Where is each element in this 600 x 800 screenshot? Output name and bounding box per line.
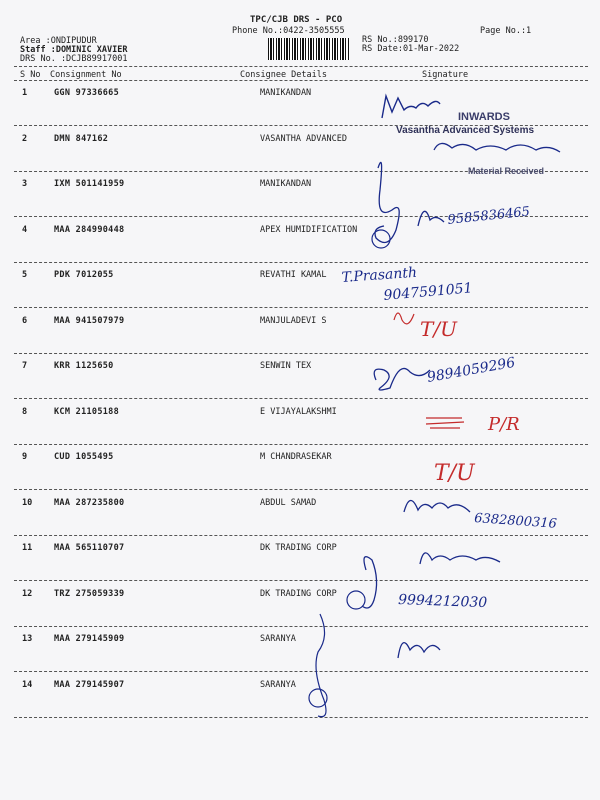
row-consignee: REVATHI KAMAL	[260, 270, 327, 280]
row-consignment-no: MAA 284990448	[54, 224, 125, 235]
row-consignee: MANIKANDAN	[260, 179, 312, 189]
signature-row13-b	[316, 614, 326, 717]
signature-row14-circle	[309, 689, 327, 707]
row-sno: 8	[22, 406, 28, 417]
row-consignee: APEX HUMIDIFICATION	[260, 224, 358, 235]
row-consignment-no: PDK 7012055	[54, 270, 114, 280]
handwritten-phone-row7: 9894059296	[425, 354, 517, 386]
signature-row2	[434, 143, 560, 152]
row-sno: 5	[22, 270, 28, 280]
signature-row12-circle	[347, 591, 365, 609]
row-consignee: ABDUL SAMAD	[260, 497, 317, 508]
page-number: Page No.:1	[480, 26, 532, 36]
signature-row10	[404, 500, 470, 512]
row-consignee: MANIKANDAN	[260, 88, 312, 98]
handwritten-phone-row12: 9994212030	[397, 592, 488, 612]
row-sno: 10	[22, 497, 33, 508]
row-consignment-no: CUD 1055495	[54, 452, 114, 462]
row-consignment-no: MAA 565110707	[54, 543, 125, 553]
row-consignee: DK TRADING CORP	[260, 543, 337, 553]
row-sno: 4	[22, 224, 28, 235]
row-consignee: M CHANDRASEKAR	[260, 452, 332, 462]
row-consignment-no: MAA 279145909	[54, 634, 125, 644]
row-consignment-no: MAA 287235800	[54, 497, 125, 508]
row-consignment-no: KRR 1125650	[54, 361, 114, 371]
row-sno: 12	[22, 588, 33, 599]
row-consignee: SARANYA	[260, 679, 296, 690]
row-sno: 11	[22, 543, 33, 553]
drs-number: DRS No. :DCJB89917001	[20, 54, 128, 64]
handwritten-phone-row4: 9585836465	[446, 204, 531, 228]
handwritten-pr-row8: P/R	[488, 414, 520, 435]
staff-label: Staff :DOMINIC XAVIER	[20, 45, 128, 55]
stamp-material: Material Received	[468, 166, 545, 176]
row-consignment-no: MAA 279145907	[54, 679, 125, 690]
row-consignment-no: TRZ 275059339	[54, 588, 125, 599]
signature-row4-circle	[372, 230, 390, 248]
report-title: TPC/CJB DRS - PCO	[250, 15, 343, 25]
phone-number: Phone No.:0422-3505555	[232, 26, 345, 36]
signature-row7	[374, 368, 430, 390]
row-consignment-no: DMN 847162	[54, 133, 109, 144]
signature-row1	[382, 96, 440, 118]
row-consignee: SENWIN TEX	[260, 361, 312, 371]
col-header-consignee: Consignee Details	[240, 70, 327, 80]
stamp-company: Vasantha Advanced Systems	[396, 125, 535, 136]
rs-date: RS Date:01-Mar-2022	[362, 44, 460, 54]
row-sno: 14	[22, 679, 33, 690]
row-sno: 9	[22, 452, 28, 462]
row-consignment-no: KCM 21105188	[54, 406, 120, 417]
stamp-inwards: INWARDS	[458, 111, 510, 123]
row-consignee: E VIJAYALAKSHMI	[260, 406, 337, 417]
col-header-sno: S No	[20, 70, 41, 80]
row-consignment-no: GGN 97336665	[54, 88, 120, 98]
signature-row13	[398, 643, 440, 658]
row-consignee: MANJULADEVI S	[260, 315, 327, 326]
row-sno: 13	[22, 634, 33, 644]
col-header-consignment: Consignment No	[50, 70, 122, 80]
row-sno: 1	[22, 88, 28, 98]
row-consignment-no: IXM 501141959	[54, 179, 125, 189]
area-label: Area :ONDIPUDUR	[20, 36, 97, 46]
handwritten-tu-row6: T/U	[420, 317, 457, 341]
handwritten-phone-row10: 6382800316	[473, 511, 558, 532]
handwritten-phone-row5: 9047591051	[382, 280, 474, 304]
signature-row11	[362, 557, 377, 608]
signature-row11-b	[420, 553, 500, 564]
row-sno: 7	[22, 361, 28, 371]
row-consignment-no: MAA 941507979	[54, 315, 125, 326]
row-sno: 6	[22, 315, 28, 326]
col-header-signature: Signature	[422, 70, 469, 80]
row-sno: 2	[22, 133, 28, 144]
rs-number: RS No.:899170	[362, 35, 429, 45]
strikeout-row8	[426, 418, 464, 428]
handwritten-name-row5: T.Prasanth	[341, 264, 418, 286]
row-consignee: VASANTHA ADVANCED	[260, 133, 347, 144]
row-consignee: SARANYA	[260, 634, 296, 644]
signature-row6	[394, 313, 414, 324]
handwritten-tu-row9: T/U	[434, 461, 475, 486]
signature-row4	[418, 211, 444, 226]
row-sno: 3	[22, 179, 28, 189]
row-consignee: DK TRADING CORP	[260, 588, 337, 599]
